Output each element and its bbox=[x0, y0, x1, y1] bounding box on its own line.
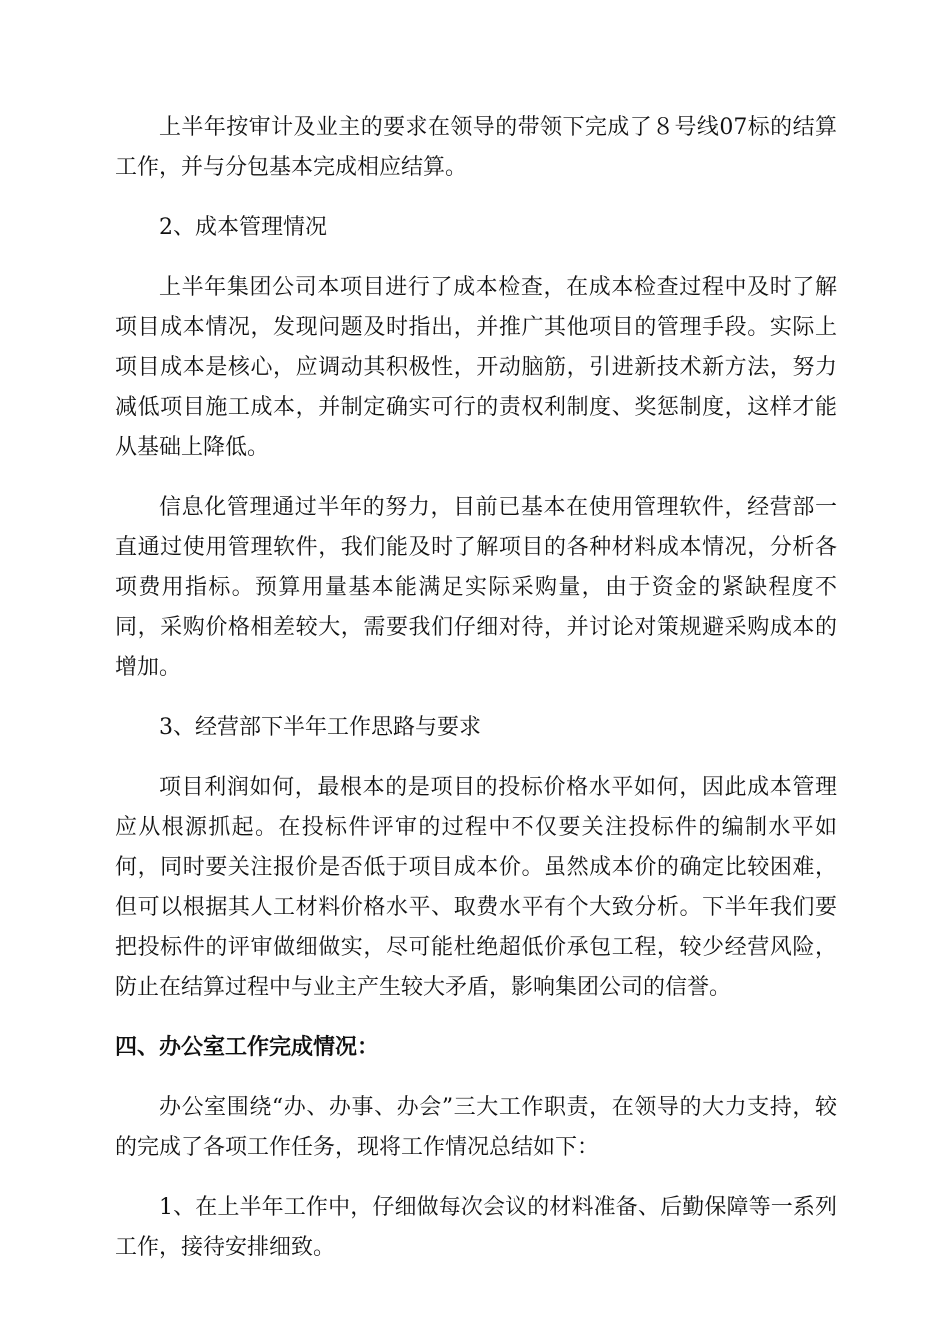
paragraph-cost-check: 上半年集团公司本项目进行了成本检查，在成本检查过程中及时了解项目成本情况，发现问题及时指出，并推广其他项目的管理手段。实际上项目成本是核心，应调动其积极性，开动脑筋，引进新技术新方法，努力减低项目施工成本，并制定确实可行的责权利制度、奖惩制度，这样才能从基础上降低。 bbox=[115, 275, 837, 460]
section-title-next-half-plan: 3、经营部下半年工作思路与要求 bbox=[159, 715, 481, 740]
paragraph-settlement: 上半年按审计及业主的要求在领导的带领下完成了８号线07标的结算工作，并与分包基本完成相应结算。 bbox=[115, 115, 837, 180]
document-body bbox=[115, 108, 837, 1288]
section-title-cost-management: 2、成本管理情况 bbox=[159, 215, 327, 240]
paragraph-office-intro: 办公室围绕“办、办事、办会”三大工作职责，在领导的大力支持，较的完成了各项工作任务，现将工作情况总结如下： bbox=[115, 1095, 837, 1160]
paragraph-office-item-1: 1、在上半年工作中，仔细做每次会议的材料准备、后勤保障等一系列工作，接待安排细致。 bbox=[115, 1195, 837, 1260]
paragraph-informatization: 信息化管理通过半年的努力，目前已基本在使用管理软件，经营部一直通过使用管理软件，我们能及时了解项目的各种材料成本情况，分析各项费用指标。预算用量基本能满足实际采购量，由于资金的紧缺程度不同，采购价格相差较大，需要我们仔细对待，并讨论对策规避采购成本的增加。 bbox=[115, 495, 837, 680]
paragraph-project-profit: 项目利润如何，最根本的是项目的投标价格水平如何，因此成本管理应从根源抓起。在投标件评审的过程中不仅要关注投标件的编制水平如何，同时要关注报价是否低于项目成本价。虽然成本价的确定比较困难，但可以根据其人工材料价格水平、取费水平有个大致分析。下半年我们要把投标件的评审做细做实，尽可能杜绝超低价承包工程，较少经营风险，防止在结算过程中与业主产生较大矛盾，影响集团公司的信誉。 bbox=[115, 775, 837, 1000]
heading-office-work: 四、办公室工作完成情况： bbox=[115, 1035, 380, 1060]
